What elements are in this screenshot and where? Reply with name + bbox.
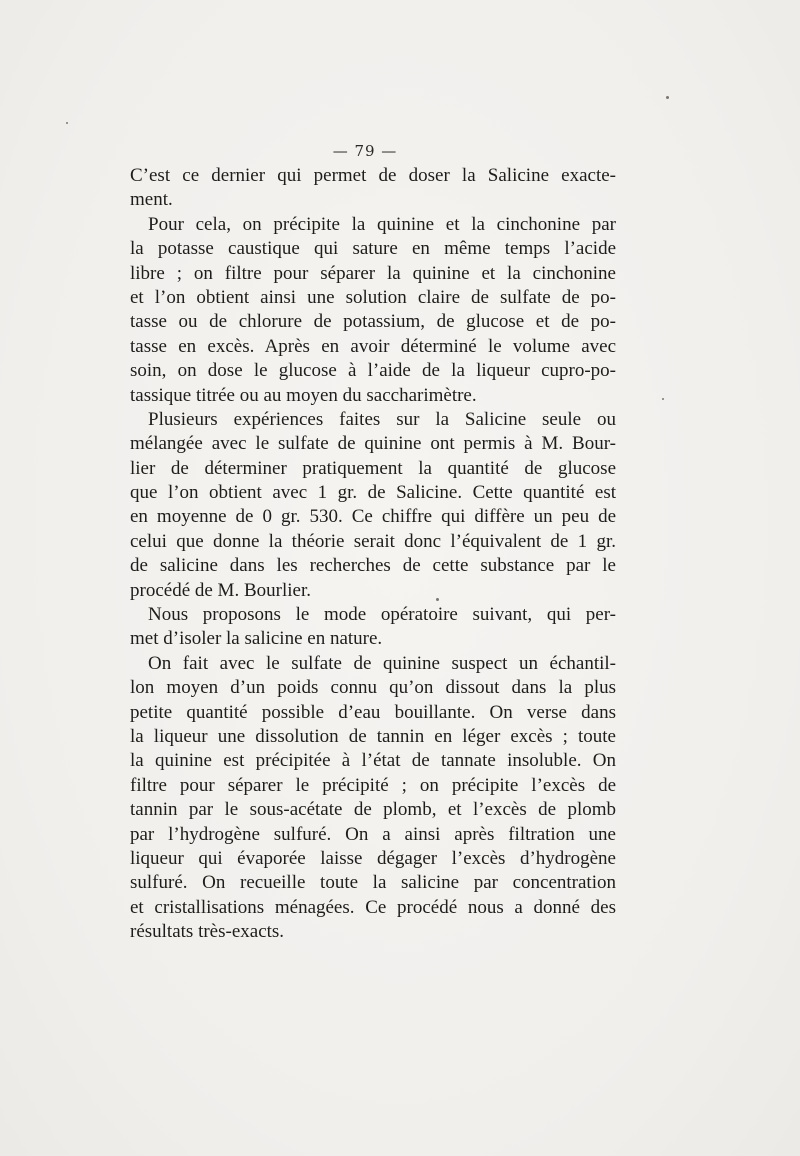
text-line: la potasse caustique qui sature en même temps l’acide <box>130 238 616 260</box>
paper-speck <box>436 598 439 601</box>
text-line: liqueur qui évaporée laisse dégager l’excès d’hydrogène <box>130 847 616 869</box>
text-line: tasse ou de chlorure de potassium, de glucose et de po- <box>130 311 616 333</box>
paragraph <box>130 408 616 603</box>
text-line: de salicine dans les recherches de cette substance par le <box>130 555 616 577</box>
text-line: mélangée avec le sulfate de quinine ont permis à M. Bour- <box>130 433 616 455</box>
paragraph <box>130 164 616 213</box>
text-line: petite quantité possible d’eau bouillante. On verse dans <box>130 701 616 723</box>
paper-speck <box>666 96 669 99</box>
text-line: tassique titrée ou au moyen du saccharimètre. <box>130 384 477 406</box>
text-line: par l’hydrogène sulfuré. On a ainsi après filtration une <box>130 823 616 845</box>
text-line: procédé de M. Bourlier. <box>130 579 311 601</box>
text-line: libre ; on filtre pour séparer la quinine et la cinchonine <box>130 262 616 284</box>
text-line: ment. <box>130 189 173 211</box>
text-line: celui que donne la théorie serait donc l’équivalent de 1 gr. <box>130 530 616 552</box>
text-line: met d’isoler la salicine en nature. <box>130 628 383 650</box>
paragraph <box>130 603 616 652</box>
paragraph <box>130 652 616 945</box>
text-line: résultats très-exacts. <box>130 921 285 943</box>
text-line: Nous proposons le mode opératoire suivant, qui per- <box>148 604 616 626</box>
text-line: et cristallisations ménagées. Ce procédé nous a donné des <box>130 896 616 918</box>
text-line: sulfuré. On recueille toute la salicine par concentration <box>130 872 616 894</box>
text-line: la liqueur une dissolution de tannin en léger excès ; toute <box>130 725 616 747</box>
text-line: C’est ce dernier qui permet de doser la Salicine exacte- <box>130 165 616 186</box>
body-text <box>130 164 616 945</box>
text-line: soin, on dose le glucose à l’aide de la liqueur cupro-po- <box>130 360 616 382</box>
text-line: On fait avec le sulfate de quinine suspect un échantil- <box>148 652 616 674</box>
text-line: lier de déterminer pratiquement la quantité de glucose <box>130 457 616 479</box>
paper-speck <box>662 398 664 400</box>
text-line: tannin par le sous-acétate de plomb, et l’excès de plomb <box>130 799 616 821</box>
paper-speck <box>66 122 68 124</box>
paragraph <box>130 213 616 408</box>
text-line: tasse en excès. Après en avoir déterminé le volume avec <box>130 335 616 357</box>
text-line: Pour cela, on précipite la quinine et la cinchonine par <box>148 213 616 235</box>
text-line: filtre pour séparer le précipité ; on précipite l’excès de <box>130 774 616 796</box>
text-line: la quinine est précipitée à l’état de tannate insoluble. On <box>130 750 616 772</box>
text-line: Plusieurs expériences faites sur la Salicine seule ou <box>148 408 616 430</box>
text-line: que l’on obtient avec 1 gr. de Salicine. Cette quantité est <box>130 482 616 504</box>
page-number: — 79 — <box>332 142 398 160</box>
text-line: en moyenne de 0 gr. 530. Ce chiffre qui diffère un peu de <box>130 506 616 528</box>
text-line: lon moyen d’un poids connu qu’on dissout dans la plus <box>130 677 616 699</box>
text-line: et l’on obtient ainsi une solution claire de sulfate de po- <box>130 286 616 308</box>
